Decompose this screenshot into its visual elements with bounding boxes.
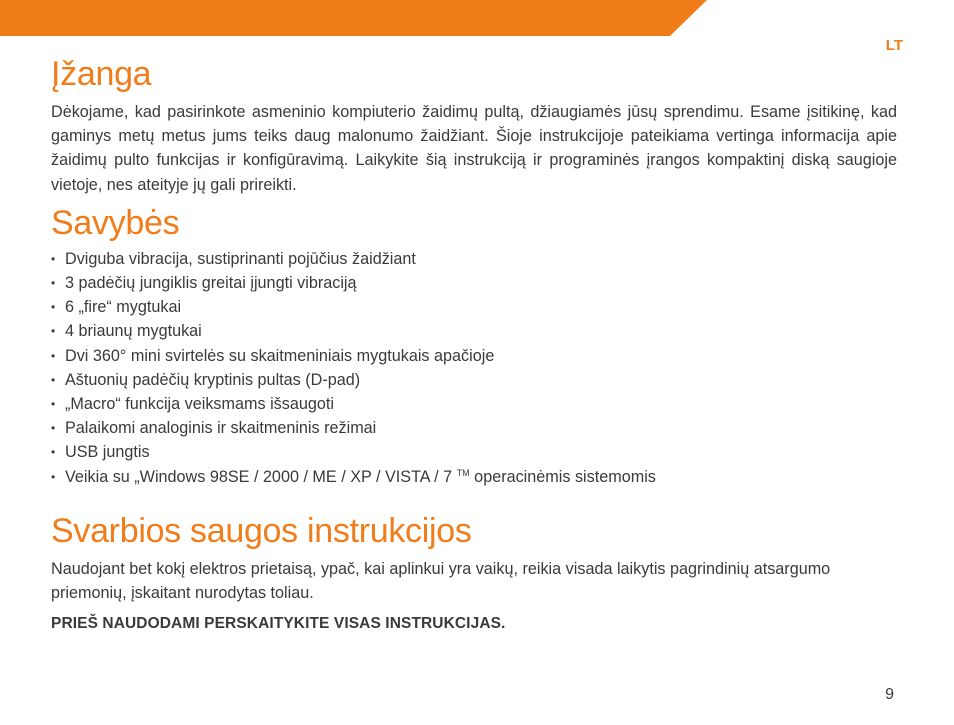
list-item-text: 6 „fire“ mygtukai: [65, 298, 182, 317]
features-heading: Savybės: [51, 203, 180, 242]
bullet-marker: •: [51, 469, 56, 484]
list-item: [51, 271, 897, 295]
list-item: [51, 319, 897, 343]
list-item: [51, 392, 897, 416]
list-item: [51, 247, 897, 271]
bullet-marker: •: [51, 372, 56, 387]
list-item-text: Aštuonių padėčių kryptinis pultas (D-pad): [65, 370, 361, 389]
list-item-text-suffix: operacinėmis sistemomis: [469, 467, 656, 486]
list-item: [51, 368, 897, 392]
list-item-text: Palaikomi analoginis ir skaitmeninis režimai: [65, 419, 377, 438]
safety-warning: PRIEŠ NAUDODAMI PERSKAITYKITE VISAS INSTRUKCIJAS.: [51, 615, 506, 633]
bullet-marker: •: [51, 397, 56, 412]
bullet-marker: •: [51, 276, 56, 291]
bullet-marker: •: [51, 324, 56, 339]
list-item-text: 4 briaunų mygtukai: [65, 322, 202, 341]
trademark-symbol: TM: [456, 467, 470, 478]
safety-section: [51, 509, 897, 633]
list-item: [51, 416, 897, 440]
intro-section: [51, 52, 897, 197]
list-item: [51, 440, 897, 464]
list-item: [51, 344, 897, 368]
bullet-marker: •: [51, 300, 56, 315]
list-item-text: Dvi 360° mini svirtelės su skaitmeniniais mygtukais apačioje: [65, 346, 495, 365]
features-list: [51, 247, 897, 489]
list-item-text: Dviguba vibracija, sustiprinanti pojūčius žaidžiant: [65, 249, 416, 268]
language-tag: LT: [885, 37, 903, 54]
header-accent-shape: [0, 0, 707, 36]
list-item-text: USB jungtis: [65, 443, 150, 462]
page-content: [51, 52, 897, 633]
bullet-marker: •: [51, 251, 56, 266]
list-item-text: „Macro“ funkcija veiksmams išsaugoti: [65, 395, 334, 414]
features-section: [51, 201, 897, 489]
bullet-marker: •: [51, 421, 56, 436]
intro-heading: Įžanga: [51, 55, 152, 93]
page-number: 9: [885, 686, 894, 703]
list-item-text-prefix: Veikia su „Windows 98SE / 2000 / ME / XP / VISTA / 7: [65, 467, 453, 486]
bullet-marker: •: [51, 348, 56, 363]
list-item-text: 3 padėčių jungiklis greitai įjungti vibraciją: [65, 274, 357, 293]
bullet-marker: •: [51, 445, 56, 460]
list-item: [51, 295, 897, 319]
list-item: [51, 465, 897, 489]
intro-paragraph: Dėkojame, kad pasirinkote asmeninio kompiuterio žaidimų pultą, džiaugiamės jūsų sprendimu. Esame įsitikinę, kad gaminys metų metus jums teiks daug malonumo žaidžiant. Šioje instrukcijoje pateikiama vertinga informacija apie žaidimų pulto funkcijas ir konfigūravimą. Laikykite šią instrukciją ir programinės įrangos kompaktinį diską saugioje vietoje, nes ateityje jų gali prireikti.: [51, 103, 897, 194]
header-accent-band: [0, 0, 954, 40]
safety-heading: Svarbios saugos instrukcijos: [51, 511, 472, 550]
safety-paragraph: Naudojant bet kokį elektros prietaisą, ypač, kai aplinkui yra vaikų, reikia visada laikytis pagrindinių atsargumo priemonių, įskaitant nurodytas toliau.: [51, 559, 831, 603]
